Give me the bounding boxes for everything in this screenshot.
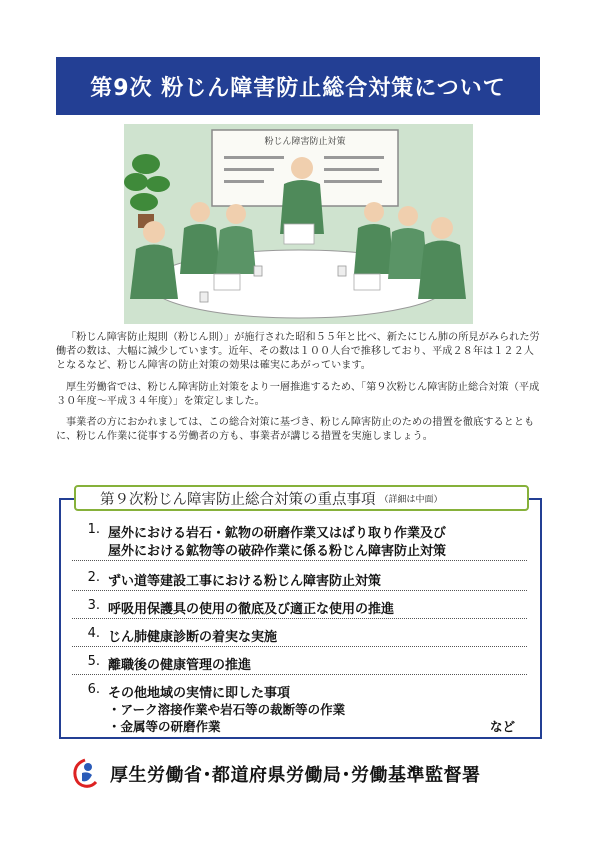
item-number: 6. [87,682,100,697]
mhlw-logo-icon [70,757,100,791]
item-number: 1. [87,522,100,537]
intro-paragraph-3: 事業者の方におかれましては、この総合対策に基づき、粉じん障害防止のための措置を徹底するとともに、粉じん作業に従事する労働者の方も、事業者が講じる措置を実施しましょう。 [56,417,535,443]
list-item [72,626,527,647]
etc-label: など [490,719,516,734]
list-item [72,522,527,561]
item-text-line: 呼吸用保護具の使用の徹底及び適正な使用の推進 [108,602,395,617]
priority-box-heading [74,485,529,511]
item-text-line: じん肺健康診断の着実な実施 [108,630,278,645]
intro-text [56,331,544,451]
intro-paragraph-1: 「粉じん障害防止規則（粉じん則）」が施行された昭和５５年と比べ、新たにじん肺の所見がみられた労働者の数は、大幅に減少しています。近年、その数は１００人台で推移しており、平成２８年は１２２人となるなど、粉じん障害の防止対策の効果は確実にあがっています。 [56,332,540,372]
item-text-line: ずい道等建設工事における粉じん障害防止対策 [108,574,382,589]
sub-item: ・アーク溶接作業や岩石等の裁断等の作業 [108,702,346,717]
list-item [72,598,527,619]
item-text-line: その他地域の実情に即した事項 [108,686,291,701]
footer [70,757,530,791]
page-title: 第9次 粉じん障害防止総合対策について [56,57,540,115]
item-number: 5. [87,654,100,669]
list-item [72,654,527,675]
item-number: 3. [87,598,100,613]
item-text-line: 屋外における岩石・鉱物の研磨作業又はばり取り作業及び [108,526,447,541]
meeting-illustration [124,124,473,324]
item-text-line: 離職後の健康管理の推進 [108,658,252,673]
priority-heading-note: （詳細は中面） [379,494,443,505]
intro-paragraph-2: 厚生労働省では、粉じん障害防止対策をより一層推進するため、「第９次粉じん障害防止総合対策（平成３０年度～平成３４年度）」を策定しました。 [56,381,540,407]
item-text-line: 屋外における鉱物等の破砕作業に係る粉じん障害防止対策 [108,544,447,559]
sub-item: ・金属等の研磨作業 [108,719,221,734]
item-number: 2. [87,570,100,585]
list-item [72,570,527,591]
organization-name: 厚生労働省･都道府県労働局･労働基準監督署 [110,765,481,786]
item-number: 4. [87,626,100,641]
whiteboard-title: 粉じん障害防止対策 [264,137,346,147]
priority-heading-text: 第９次粉じん障害防止総合対策の重点事項 [100,491,376,508]
